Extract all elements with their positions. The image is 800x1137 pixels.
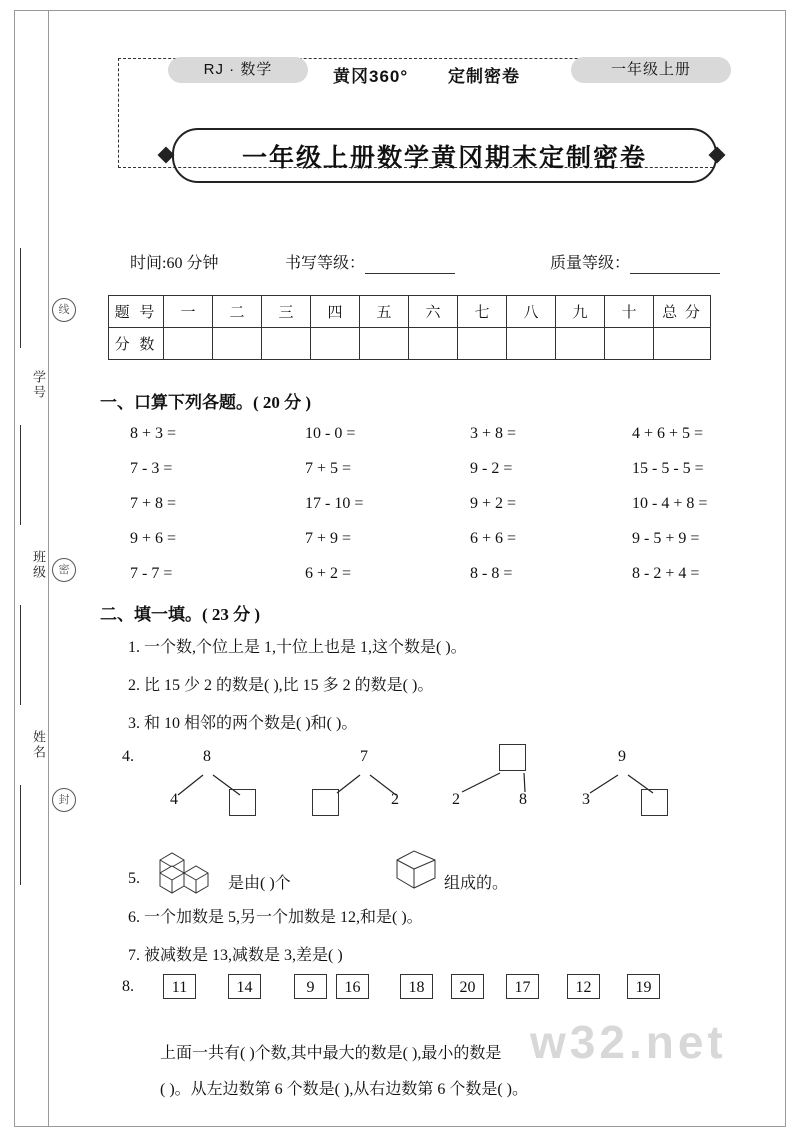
score-col-10: 十	[605, 296, 654, 328]
q1-r3-c3: 9 + 2 =	[470, 495, 517, 512]
section-2-title: 二、填一填。( 23 分 )	[100, 605, 261, 624]
watermark: w32.net	[530, 1016, 727, 1068]
score-col-5: 五	[360, 296, 409, 328]
q8-number-9: 19	[627, 974, 660, 999]
q8-number-7: 17	[506, 974, 539, 999]
q8-number-3: 9	[294, 974, 327, 999]
brand-subtext: 定制密卷	[448, 67, 520, 86]
q1-r2-c3: 9 - 2 =	[470, 460, 513, 477]
writing-grade-text: 书写等级：	[285, 255, 366, 272]
section2-q8-line2: ( )。从左边数第 6 个数是( ),从右边数第 6 个数是( )。	[160, 1081, 528, 1098]
score-col-6: 六	[409, 296, 458, 328]
q4-tree3-left: 2	[452, 791, 460, 808]
seal-mark-2: 密	[52, 558, 76, 582]
cube-group-icon	[148, 840, 228, 890]
quality-grade-text: 质量等级：	[550, 255, 631, 272]
seal-mark-3: 封	[52, 788, 76, 812]
q1-r2-c2: 7 + 5 =	[305, 460, 352, 477]
section2-q1: 1. 一个数,个位上是 1,十位上也是 1,这个数是( )。	[128, 639, 467, 656]
q8-number-2: 14	[228, 974, 261, 999]
q4-tree2-top: 7	[360, 748, 368, 765]
q1-r4-c2: 7 + 9 =	[305, 530, 352, 547]
score-table-row-label-1: 题 号	[109, 296, 164, 328]
q8-number-8: 12	[567, 974, 600, 999]
section2-q8-label: 8.	[122, 978, 134, 995]
section2-q5-post: 组成的。	[444, 875, 509, 892]
q4-tree1-top: 8	[203, 748, 211, 765]
q1-r3-c1: 7 + 8 =	[130, 495, 177, 512]
score-col-7: 七	[458, 296, 507, 328]
q4-tree4-top: 9	[618, 748, 626, 765]
q1-r5-c3: 8 - 8 =	[470, 565, 513, 582]
grade-pill: 一年级上册	[571, 57, 731, 83]
q1-r4-c1: 9 + 6 =	[130, 530, 177, 547]
section2-q6: 6. 一个加数是 5,另一个加数是 12,和是( )。	[128, 909, 423, 926]
q8-number-1: 11	[163, 974, 196, 999]
margin-label-class: 班级	[31, 550, 46, 580]
section2-q2: 2. 比 15 少 2 的数是( ),比 15 多 2 的数是( )。	[128, 677, 434, 694]
q1-r2-c1: 7 - 3 =	[130, 460, 173, 477]
q8-number-6: 20	[451, 974, 484, 999]
q1-r5-c1: 7 - 7 =	[130, 565, 173, 582]
section2-q4-label: 4.	[122, 748, 134, 765]
score-col-2: 二	[213, 296, 262, 328]
subject-pill: RJ · 数学	[168, 57, 308, 83]
q8-number-5: 18	[400, 974, 433, 999]
q1-r1-c4: 4 + 6 + 5 =	[632, 425, 704, 442]
q1-r1-c2: 10 - 0 =	[305, 425, 356, 442]
q4-tree4-answer-box[interactable]	[641, 789, 668, 816]
section2-q5-mid: 是由( )个	[228, 875, 291, 892]
q4-tree3-right: 8	[519, 791, 527, 808]
seal-mark-1: 线	[52, 298, 76, 322]
score-col-8: 八	[507, 296, 556, 328]
margin-label-student-no: 学号	[31, 370, 46, 400]
q1-r3-c2: 17 - 10 =	[305, 495, 364, 512]
section2-q7: 7. 被减数是 13,减数是 3,差是( )	[128, 947, 343, 964]
q4-tree2-right: 2	[391, 791, 399, 808]
brand-text: 黄冈360°	[333, 67, 409, 86]
score-table-row-label-2: 分 数	[109, 328, 164, 360]
q1-r4-c3: 6 + 6 =	[470, 530, 517, 547]
margin-label-name: 姓名	[31, 730, 46, 760]
score-col-9: 九	[556, 296, 605, 328]
section2-q8-line1: 上面一共有( )个数,其中最大的数是( ),最小的数是	[160, 1045, 502, 1062]
q4-tree1-left: 4	[170, 791, 178, 808]
section2-q5-label: 5.	[128, 870, 140, 887]
section2-q3: 3. 和 10 相邻的两个数是( )和( )。	[128, 715, 358, 732]
score-col-1: 一	[164, 296, 213, 328]
q1-r3-c4: 10 - 4 + 8 =	[632, 495, 708, 512]
score-col-4: 四	[311, 296, 360, 328]
q4-tree4-left: 3	[582, 791, 590, 808]
score-col-3: 三	[262, 296, 311, 328]
single-cube-icon	[392, 848, 442, 892]
page-title: 一年级上册数学黄冈期末定制密卷	[172, 128, 717, 183]
q1-r4-c4: 9 - 5 + 9 =	[632, 530, 700, 547]
q1-r2-c4: 15 - 5 - 5 =	[632, 460, 704, 477]
section-1-title: 一、口算下列各题。( 20 分 )	[100, 393, 312, 412]
q1-r5-c4: 8 - 2 + 4 =	[632, 565, 700, 582]
q1-r1-c1: 8 + 3 =	[130, 425, 177, 442]
q8-number-4: 16	[336, 974, 369, 999]
q1-r1-c3: 3 + 8 =	[470, 425, 517, 442]
score-col-total: 总 分	[654, 296, 711, 328]
exam-duration: 时间:60 分钟	[130, 255, 219, 272]
q1-r5-c2: 6 + 2 =	[305, 565, 352, 582]
